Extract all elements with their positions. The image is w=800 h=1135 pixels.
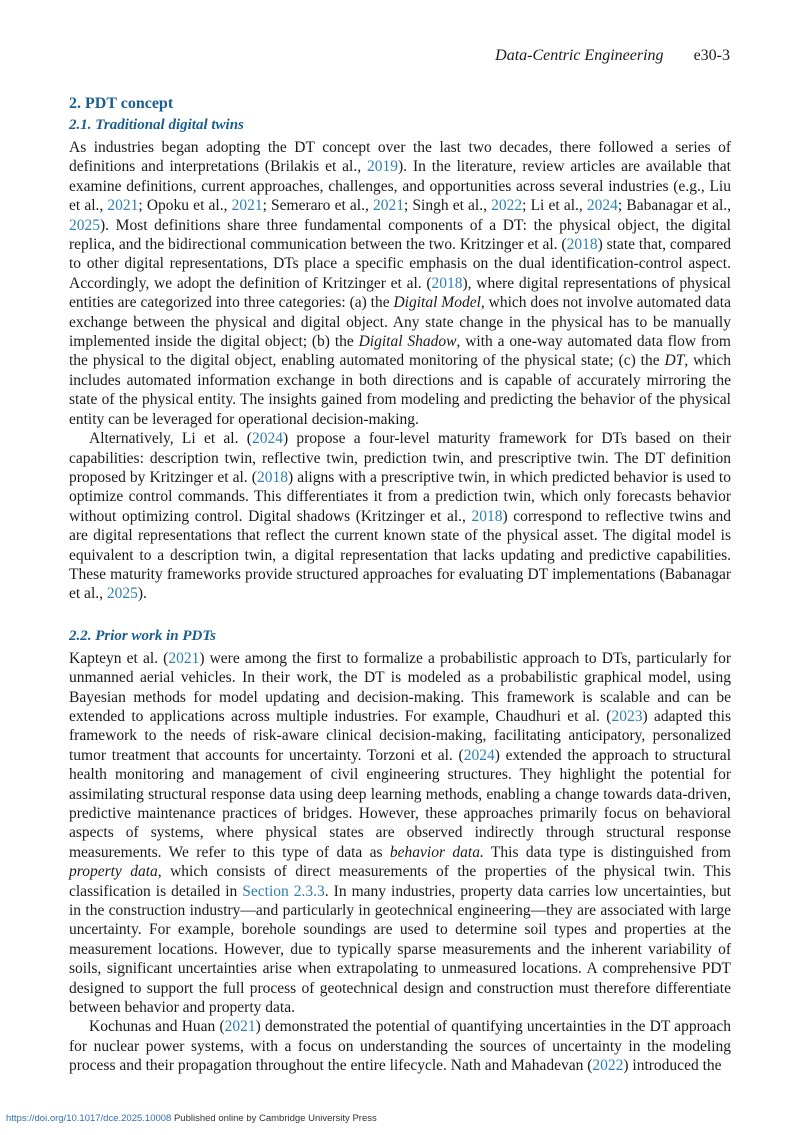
text-run: Alternatively, Li et al. (	[89, 430, 252, 448]
citation-link[interactable]: 2018	[471, 507, 503, 525]
text-run: ). Most definitions share three fundamental components of a DT: the physical object, the digital replica, and the bidirectional communication between the two. Kritzinger et al. (	[69, 216, 731, 254]
citation-link[interactable]: 2022	[491, 197, 523, 215]
text-run: ; Singh et al.,	[403, 197, 492, 215]
subsection-heading-prior-work: 2.2. Prior work in PDTs	[69, 627, 216, 644]
text-run: ) demonstrated the potential of quantifying uncertainties in the DT approach for nuclear power systems, with a focus on understanding the sources of uncertainty in the modeling process and their propagation throughout the entire lifecycle. Nath and Mahadevan (	[69, 1018, 731, 1075]
page-footer	[6, 1113, 377, 1124]
text-run: , which includes automated information exchange in both directions and is capable of accurately mirroring the state of the physical entity. The insights gained from modeling and predicting the behavior of the physical entity can be leveraged for operational decision-making.	[69, 352, 731, 428]
text-run: , which does not involve automated data exchange between the physical and digital object. Any state change in the physical has to be manually implemented inside the digital object; (b) the	[69, 294, 731, 351]
paragraph	[69, 138, 731, 429]
running-header	[495, 47, 730, 65]
text-run: As industries began adopting the DT concept over the last two decades, there followed a series of definitions and interpretations (Brilakis et al.,	[69, 139, 731, 176]
paragraph	[69, 429, 731, 604]
emphasis-text: DT	[664, 352, 685, 370]
text-run: . In many industries, property data carries low uncertainties, but in the construction industry—and particularly in geotechnical engineering—they are associated with large uncertainty. For example, borehole soundings are used to determine soil types and properties at the measurement locations. However, due to typically sparse measurements and the inherent variability of soils, significant uncertainties arise when extrapolating to unmeasured locations. A comprehensive PDT designed to support the full process of geotechnical design and construction must therefore differentiate between behavior and property data.	[69, 882, 732, 1017]
citation-link[interactable]: 2024	[586, 197, 618, 215]
citation-link[interactable]: 2018	[566, 236, 598, 254]
citation-link[interactable]: 2021	[372, 197, 404, 215]
publisher-note: Published online by Cambridge University Press	[171, 1113, 377, 1124]
text-run: Kochunas and Huan (	[89, 1018, 225, 1036]
emphasis-text: behavior data.	[389, 843, 484, 861]
text-run: ; Opoku et al.,	[138, 197, 232, 215]
subsection-heading-traditional-dt: 2.1. Traditional digital twins	[69, 117, 244, 133]
text-run: , with a one-way automated data flow from the physical to the digital object, enabling automated monitoring of the physical state; (c) the	[69, 333, 731, 370]
text-run: , which consists of direct measurements of the properties of the physical twin. This classification is detailed in	[69, 863, 731, 900]
text-run: ).	[137, 585, 147, 603]
citation-link[interactable]: 2021	[224, 1018, 256, 1036]
citation-link[interactable]: 2025	[69, 216, 100, 234]
emphasis-text: property data	[69, 863, 158, 881]
text-run: Kapteyn et al. (	[69, 649, 169, 667]
text-run: ), where digital representations of physical entities are categorized into three categories: (a) the	[69, 274, 731, 312]
citation-link[interactable]: 2021	[231, 197, 263, 215]
citation-link[interactable]: 2025	[106, 585, 138, 603]
text-run: ) propose a four-level maturity framework for DTs based on their capabilities: description twin, reflective twin, prediction twin, and prescriptive twin. The DT definition proposed by Kritzinger et al. (	[69, 430, 731, 486]
page-number: e30-3	[693, 47, 730, 64]
citation-link[interactable]: 2021	[168, 649, 200, 667]
text-run: ; Semeraro et al.,	[262, 197, 373, 215]
citation-link[interactable]: 2024	[463, 746, 495, 764]
emphasis-text: Digital Model	[393, 294, 481, 312]
article-body	[69, 95, 731, 1076]
text-run: ) aligns with a prescriptive twin, in which predicted behavior is used to optimize control commands. This differentiates it from a prediction twin, which only forecasts behavior without optimizing control. Digital shadows (Kritzinger et al.,	[69, 468, 731, 525]
text-run: ) introduced the	[623, 1057, 722, 1075]
text-run: ) adapted this framework to the needs of risk-aware clinical decision-making, facilitating anticipatory, personalized tumor treatment that accounts for uncertainty. Torzoni et al. (	[69, 707, 731, 764]
citation-link[interactable]: Section 2.3.3	[242, 882, 325, 900]
citation-link[interactable]: 2018	[256, 468, 288, 486]
doi-link[interactable]: https://doi.org/10.1017/dce.2025.10008	[6, 1113, 172, 1124]
text-run: This data type is distinguished from	[483, 843, 731, 861]
text-run: ) state that, compared to other digital representations, DTs place a specific emphasis on the dual identification-control aspect. Accordingly, we adopt the definition of Kritzinger et al. (	[69, 236, 731, 292]
paragraph	[69, 649, 731, 1018]
text-run: ) were among the first to formalize a probabilistic approach to DTs, particularly for unmanned aerial vehicles. In their work, the DT is modeled as a probabilistic graphical model, using Bayesian methods for model updating and decision-making. This framework is scalable and can be extended to applications across multiple industries. For example, Chaudhuri et al. (	[69, 649, 731, 725]
citation-link[interactable]: 2021	[107, 197, 139, 215]
citation-link[interactable]: 2024	[251, 430, 283, 448]
emphasis-text: Digital Shadow	[358, 333, 457, 351]
text-run: ; Li et al.,	[522, 197, 587, 215]
text-run: ; Babanagar et al.,	[617, 197, 732, 215]
section-heading: 2. PDT concept	[69, 95, 174, 112]
text-run: ) correspond to reflective twins and are digital representations that reflect the current known state of the physical asset. The digital model is equivalent to a description twin, a digital representation that lacks updating and predictive capabilities. These maturity frameworks provide structured approaches for evaluating DT implementations (Babanagar et al.,	[69, 507, 731, 603]
citation-link[interactable]: 2022	[592, 1057, 624, 1075]
paragraph	[69, 1017, 731, 1075]
text-run: ) extended the approach to structural health monitoring and management of civil engineering structures. They highlight the potential for assimilating structural response data using deep learning methods, enabling a change towards data-driven, predictive maintenance practices of bridges. However, these approaches primarily focus on behavioral aspects of systems, where physical states are observed indirectly through structural response measurements. We refer to this type of data as	[69, 746, 731, 861]
text-run: ). In the literature, review articles are available that examine definitions, current approaches, challenges, and opportunities across several industries (e.g., Liu et al.,	[69, 158, 731, 215]
citation-link[interactable]: 2018	[431, 274, 463, 292]
citation-link[interactable]: 2019	[367, 158, 399, 176]
journal-name: Data-Centric Engineering	[495, 47, 664, 64]
citation-link[interactable]: 2023	[611, 707, 643, 725]
